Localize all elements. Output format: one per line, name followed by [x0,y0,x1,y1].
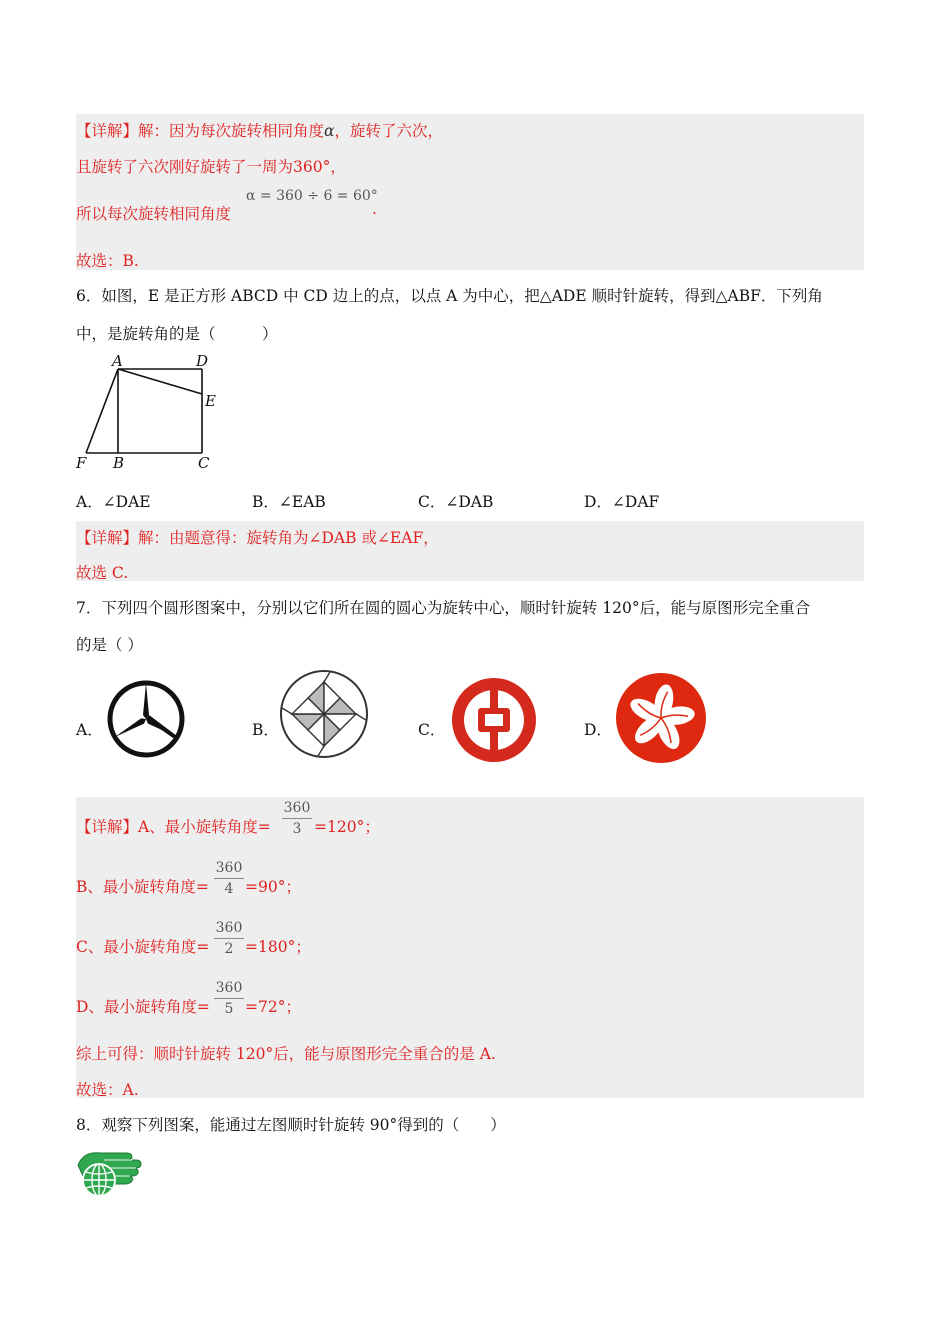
bauhinia-flag-image[interactable] [614,671,708,765]
label-b: B [113,454,125,472]
mercedes-star-image[interactable] [105,678,187,760]
q7-stem-line1: 7．下列四个圆形图案中，分别以它们所在圆的圆心为旋转中心，顺时针旋转 120°后，能与原图形完全重合 [76,599,811,617]
globe-hand-image [74,1143,144,1203]
q7-option-d-label[interactable]: D． [584,721,612,739]
q8-stem: 8．观察下列图案，能通过左图顺时针旋转 90°得到的（ ） [76,1116,506,1134]
fraction-a: 360 3 [283,800,311,837]
solution-tag: 【详解】 [76,818,139,836]
label-c: C [198,454,210,472]
q5-formula-period: . [372,200,377,218]
q6-option-b[interactable]: B．∠EAB [252,493,326,511]
q7-option-a-label[interactable]: A． [76,721,103,739]
q7-option-c-label[interactable]: C． [418,721,446,739]
q7-solution-line-c: C、最小旋转角度= [76,938,210,956]
q7-summary: 综上可得：顺时针旋转 120°后，能与原图形完全重合的是 A. [76,1045,496,1063]
solution-tag: 【详解】 [76,529,139,547]
q6-square-figure [72,350,232,475]
label-d: D [196,352,209,370]
q6-stem-line1: 6．如图，E 是正方形 ABCD 中 CD 边上的点，以点 A 为中心，把△ADE 顺时针旋转，得到△ABF．下列角 [76,287,823,305]
result-b: =90°； [245,878,301,896]
fraction-b: 360 4 [215,860,243,897]
segment-af [86,369,118,453]
q5-solution-line3: 所以每次旋转相同角度 [76,205,232,223]
label-a: A [112,352,123,370]
q7-stem-line2: 的是（ ） [76,636,143,654]
q6-option-a[interactable]: A．∠DAE [76,493,151,511]
q6-stem-line2: 中，是旋转角的是（ ） [76,325,278,343]
q6-option-d[interactable]: D．∠DAF [584,493,660,511]
alpha-symbol: α [324,122,335,140]
result-c: =180°； [245,938,311,956]
q7-solution-line-d: D、最小旋转角度= [76,998,210,1016]
bank-logo-image[interactable] [450,676,538,764]
label-e: E [205,392,216,410]
q7-answer: 故选：A. [76,1081,139,1099]
q5-solution-line2: 且旋转了六次刚好旋转了一周为360°， [76,158,346,176]
pinwheel-image[interactable] [278,668,370,760]
result-d: =72°； [245,998,301,1016]
q5-formula: α = 360 ÷ 6 = 60° [246,188,378,204]
q5-answer: 故选：B. [76,252,139,270]
solution-tag: 【详解】 [76,122,139,140]
fraction-c: 360 2 [215,920,243,957]
q5-solution-line1: 【详解】解：因为每次旋转相同角度α，旋转了六次， [76,122,444,140]
fraction-d: 360 5 [215,980,243,1017]
label-f: F [76,454,87,472]
q6-answer: 故选 C. [76,564,129,582]
q6-solution-line: 【详解】解：由题意得：旋转角为∠DAB 或∠EAF， [76,529,439,547]
result-a: =120°； [314,818,380,836]
q7-solution-line-a: 【详解】A、最小旋转角度= [76,818,271,836]
q6-option-c[interactable]: C．∠DAB [418,493,494,511]
q7-solution-line-b: B、最小旋转角度= [76,878,209,896]
q7-option-b-label[interactable]: B． [252,721,279,739]
segment-ae [118,369,202,394]
